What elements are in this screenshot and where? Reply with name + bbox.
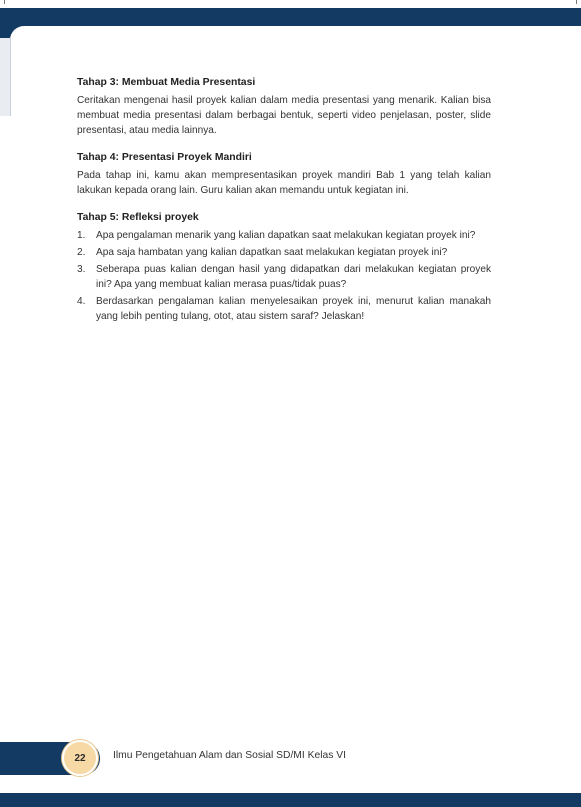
section-body: Pada tahap ini, kamu akan mempresentasikan proyek mandiri Bab 1 yang telah kalian lakukan kepada orang lain. Guru kalian akan memandu untuk kegiatan ini.	[77, 170, 491, 196]
list-number: 2.	[77, 247, 86, 258]
section-heading: Tahap 5: Refleksi proyek	[77, 212, 199, 223]
page-number-badge: 22	[62, 740, 98, 776]
section-heading: Tahap 3: Membuat Media Presentasi	[77, 77, 256, 88]
book-title: Ilmu Pengetahuan Alam dan Sosial SD/MI Kelas VI	[113, 750, 346, 761]
section-body: Ceritakan mengenai hasil proyek kalian dalam media presentasi yang menarik. Kalian bisa membuat media presentasi dalam berbagai bentuk, seperti video penjelasan, poster, slide presentasi, atau media lainnya.	[77, 95, 491, 136]
section-tahap-5	[77, 212, 491, 324]
section-tahap-3	[77, 77, 491, 138]
left-margin-strip	[0, 38, 11, 116]
list-number: 3.	[77, 264, 86, 275]
list-text: Seberapa puas kalian dengan hasil yang didapatkan dari melakukan kegiatan proyek ini? Apa yang membuat kalian merasa puas/tidak puas?	[96, 264, 491, 290]
list-item	[77, 294, 491, 324]
section-tahap-4	[77, 152, 491, 198]
section-heading: Tahap 4: Presentasi Proyek Mandiri	[77, 152, 252, 163]
list-item	[77, 228, 491, 243]
list-item	[77, 245, 491, 260]
page-content	[77, 77, 491, 326]
crop-mark-left	[0, 0, 5, 4]
list-text: Apa pengalaman menarik yang kalian dapatkan saat melakukan kegiatan proyek ini?	[96, 230, 476, 241]
bottom-band	[0, 793, 581, 807]
list-number: 4.	[77, 296, 86, 307]
list-text: Apa saja hambatan yang kalian dapatkan saat melakukan kegiatan proyek ini?	[96, 247, 448, 258]
list-number: 1.	[77, 230, 86, 241]
reflection-list	[77, 228, 491, 324]
list-text: Berdasarkan pengalaman kalian menyelesaikan proyek ini, menurut kalian manakah yang lebih penting tulang, otot, atau sistem saraf? Jelaskan!	[96, 296, 491, 322]
list-item	[77, 262, 491, 292]
crop-mark-right	[576, 0, 581, 4]
